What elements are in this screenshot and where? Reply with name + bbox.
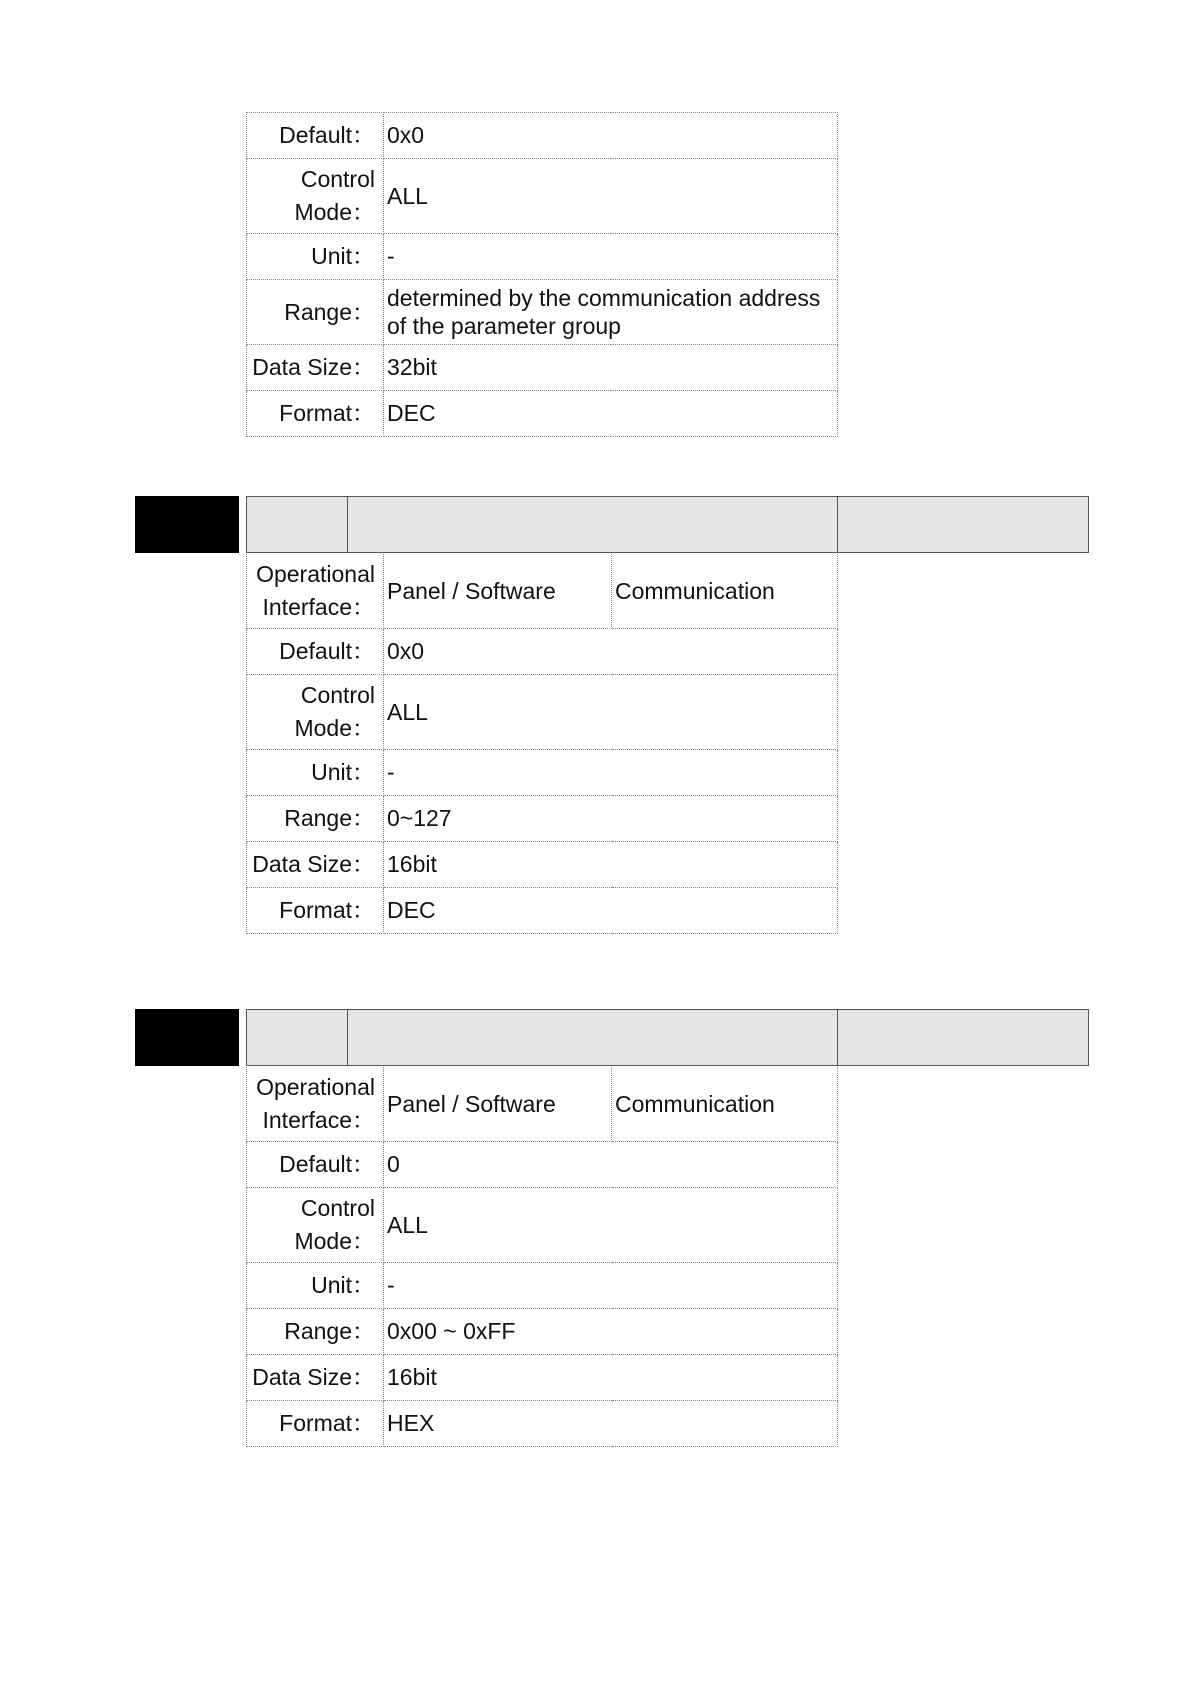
control-mode-label: Control Mode：: [247, 159, 384, 234]
control-mode-value: ALL: [384, 675, 838, 750]
parameter-code-block: [135, 496, 239, 553]
range-value: 0x00 ~ 0xFF: [384, 1309, 838, 1355]
format-value: DEC: [384, 888, 838, 934]
interface-communication: Communication: [612, 1067, 838, 1142]
parameter-code-block: [135, 1009, 239, 1066]
parameter-table-3: [246, 1067, 838, 1447]
control-mode-label: Control Mode：: [247, 1188, 384, 1263]
parameter-table-1: [246, 112, 838, 437]
interface-panel: Panel / Software: [384, 1067, 612, 1142]
unit-value: -: [384, 234, 838, 280]
format-label: Format：: [247, 391, 384, 437]
default-label: Default：: [247, 113, 384, 159]
data-size-value: 16bit: [384, 842, 838, 888]
interface-communication: Communication: [612, 554, 838, 629]
unit-label: Unit：: [247, 750, 384, 796]
unit-label: Unit：: [247, 1263, 384, 1309]
format-value: HEX: [384, 1401, 838, 1447]
parameter-table-2: [246, 554, 838, 934]
range-value: 0~127: [384, 796, 838, 842]
parameter-header-bar: [246, 1009, 1089, 1066]
data-size-label: Data Size：: [247, 345, 384, 391]
unit-value: -: [384, 750, 838, 796]
unit-value: -: [384, 1263, 838, 1309]
data-size-value: 32bit: [384, 345, 838, 391]
control-mode-value: ALL: [384, 1188, 838, 1263]
range-label: Range：: [247, 280, 384, 345]
interface-panel: Panel / Software: [384, 554, 612, 629]
range-label: Range：: [247, 1309, 384, 1355]
parameter-header-bar: [246, 496, 1089, 553]
default-value: 0x0: [384, 629, 838, 675]
default-value: 0: [384, 1142, 838, 1188]
header-divider: [837, 1010, 838, 1065]
range-value: determined by the communication address of the parameter group: [384, 280, 838, 345]
data-size-value: 16bit: [384, 1355, 838, 1401]
range-label: Range：: [247, 796, 384, 842]
data-size-label: Data Size：: [247, 842, 384, 888]
format-value: DEC: [384, 391, 838, 437]
header-divider: [347, 1010, 348, 1065]
format-label: Format：: [247, 1401, 384, 1447]
data-size-label: Data Size：: [247, 1355, 384, 1401]
interface-label: Operational Interface：: [247, 554, 384, 629]
default-label: Default：: [247, 1142, 384, 1188]
header-divider: [347, 497, 348, 552]
unit-label: Unit：: [247, 234, 384, 280]
control-mode-label: Control Mode：: [247, 675, 384, 750]
interface-label: Operational Interface：: [247, 1067, 384, 1142]
default-label: Default：: [247, 629, 384, 675]
default-value: 0x0: [384, 113, 838, 159]
format-label: Format：: [247, 888, 384, 934]
control-mode-value: ALL: [384, 159, 838, 234]
header-divider: [837, 497, 838, 552]
